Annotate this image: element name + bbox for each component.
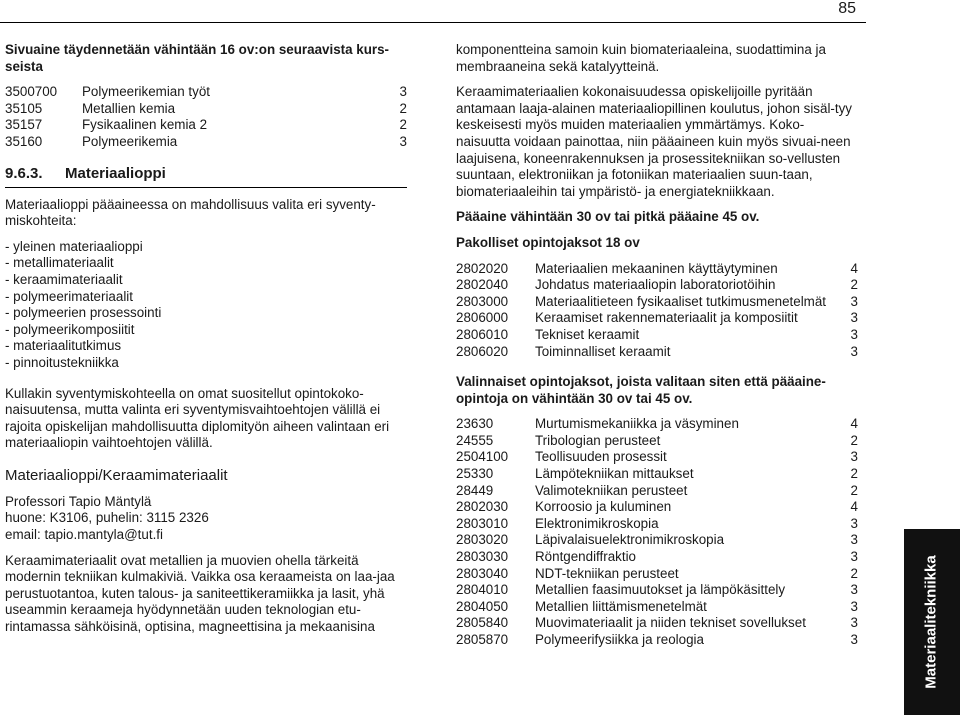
course-credits: 2: [850, 277, 858, 293]
course-code: 2802040: [456, 277, 509, 293]
course-name: Materiaalien mekaaninen käyttäytyminen: [535, 260, 778, 276]
course-name: Polymeerifysiikka ja reologia: [535, 632, 704, 647]
course-code: 2806010: [456, 326, 509, 342]
course-row: [456, 327, 858, 344]
course-credits: 2: [850, 466, 858, 482]
course-code: 2804010: [456, 582, 509, 598]
course-row: [456, 632, 858, 649]
focus-list: [5, 239, 407, 372]
course-credits: 4: [850, 260, 858, 276]
course-code: 2805840: [456, 615, 509, 631]
course-credits: 2: [399, 100, 407, 116]
course-credits: 3: [399, 84, 407, 100]
course-credits: 2: [850, 482, 858, 498]
ceramics-program-paragraph: Keraamimateriaalien kokonaisuudessa opiskelijoille pyritään antamaan laaja-alainen materiaaliopillinen koulutus, johon sisäl-tyy keskeisesti myös muiden materiaalien ymmärtämys. Koko-naisuutta voidaan painottaa, niin pääaineen kuin myös sivuai-neen laajuisena, koneenrakennuksen ja prosessitekniikan so-vellusten suuntaan, elektroniikan ja fotoniikan materiaalien suun-taan, biomateriaaleihin tai ympäristö- ja energiatekniikkaan.: [456, 84, 852, 199]
course-name: Lämpötekniikan mittaukset: [535, 466, 694, 482]
course-credits: 3: [850, 515, 858, 531]
course-code: 2504100: [456, 449, 509, 465]
course-code: 2803040: [456, 565, 509, 581]
list-item: - polymeerikomposiitit: [5, 321, 135, 337]
course-row: [456, 449, 858, 466]
right-column: [456, 42, 858, 649]
course-name: Tribologian perusteet: [535, 432, 661, 448]
course-credits: 3: [850, 326, 858, 342]
course-credits: 3: [850, 582, 858, 598]
course-name: Materiaalitieteen fysikaaliset tutkimusmenetelmät: [535, 293, 826, 309]
ceramics-paragraph: Keraamimateriaalit ovat metallien ja muovien ohella tärkeitä modernin tekniikan kulmakiviä. Vaikka osa keraameista on laa-jaa perustuotantoa, kuten talous- ja saniteettikeramiikka ja lasit, yhä useammin keraameja hyödynnetään uuden teknologian etu-rintamassa sähköisinä, optisina, magneettisina ja mekaanisina: [5, 552, 395, 635]
course-row: [5, 117, 407, 134]
course-row: [456, 261, 858, 278]
course-code: 2806000: [456, 310, 509, 326]
list-item: - yleinen materiaalioppi: [5, 238, 143, 254]
list-item: huone: K3106, puhelin: 3115 2326: [5, 510, 209, 526]
side-tab-label: Materiaalitekniikka: [922, 555, 940, 689]
mandatory-course-list: [456, 261, 858, 361]
intro-course-list: [5, 84, 407, 150]
course-name: Läpivalaisuelektronimikroskopia: [535, 532, 725, 548]
course-credits: 2: [850, 432, 858, 448]
course-name: Teollisuuden prosessit: [535, 449, 667, 465]
list-item: Professori Tapio Mäntylä: [5, 493, 152, 509]
course-name: Metallien liittämismenetelmät: [535, 598, 707, 614]
course-row: [456, 615, 858, 632]
list-item: - metallimateriaalit: [5, 255, 114, 271]
course-code: 2806020: [456, 343, 509, 359]
course-code: 25330: [456, 466, 494, 482]
course-row: [456, 599, 858, 616]
course-name: Fysikaalinen kemia 2: [82, 117, 208, 133]
course-code: 2803030: [456, 549, 509, 565]
minimum-note: Pääaine vähintään 30 ov tai pitkä pääaine 45 ov.: [456, 209, 760, 225]
course-credits: 3: [850, 615, 858, 631]
contact-block: [5, 494, 407, 544]
course-code: 24555: [456, 432, 494, 448]
course-credits: 3: [850, 310, 858, 326]
section-number: 9.6.3.: [5, 164, 43, 182]
list-item: - pinnoitustekniikka: [5, 354, 119, 370]
course-name: Valimotekniikan perusteet: [535, 482, 688, 498]
subheading: Materiaalioppi/Keraamimateriaalit: [5, 466, 228, 484]
course-code: 2803020: [456, 532, 509, 548]
course-row: [456, 582, 858, 599]
course-row: [456, 566, 858, 583]
focus-paragraph: Kullakin syventymiskohteella on omat suositellut opintokoko-naisuutensa, mutta valinta eri syventymisvaihtoehtojen välillä ei rajoita opiskelijan mahdollisuutta diplomityön aiheen valintaan eri materiaaliopin vaihtoehtojen välillä.: [5, 385, 390, 451]
course-row: [456, 344, 858, 361]
course-credits: 4: [850, 416, 858, 432]
course-code: 2804050: [456, 598, 509, 614]
course-credits: 3: [850, 343, 858, 359]
course-code: 28449: [456, 482, 494, 498]
course-name: NDT-tekniikan perusteet: [535, 565, 679, 581]
course-row: [456, 294, 858, 311]
continued-paragraph: komponentteina samoin kuin biomateriaaleina, suodattimina ja membraaneina sekä katalyytteinä.: [456, 42, 826, 74]
course-code: 23630: [456, 416, 494, 432]
course-row: [456, 499, 858, 516]
course-name: Korroosio ja kuluminen: [535, 499, 672, 515]
optional-course-list: [456, 416, 858, 648]
course-credits: 4: [850, 499, 858, 515]
course-row: [456, 516, 858, 533]
course-credits: 3: [850, 632, 858, 647]
course-row: [456, 483, 858, 500]
course-code: 2803000: [456, 293, 509, 309]
course-credits: 3: [850, 549, 858, 565]
list-item: - polymeerimateriaalit: [5, 288, 133, 304]
course-row: [5, 101, 407, 118]
course-name: Toiminnalliset keraamit: [535, 343, 671, 359]
course-name: Murtumismekaniikka ja väsyminen: [535, 416, 739, 432]
course-row: [5, 134, 407, 151]
optional-heading: Valinnaiset opintojaksot, joista valitaan siten että pääaine-opintoja on vähintään 30 ov tai 45 ov.: [456, 374, 826, 406]
list-item: - materiaalitutkimus: [5, 338, 122, 354]
course-name: Metallien kemia: [82, 100, 176, 116]
course-code: 35160: [5, 133, 43, 149]
list-item: email: tapio.mantyla@tut.fi: [5, 527, 163, 543]
course-name: Keraamiset rakennemateriaalit ja komposiitit: [535, 310, 798, 326]
course-row: [456, 310, 858, 327]
section-heading: [5, 165, 407, 188]
course-code: 2802020: [456, 260, 509, 276]
course-row: [5, 84, 407, 101]
course-code: 35105: [5, 100, 43, 116]
course-credits: 3: [850, 449, 858, 465]
section-title: Materiaalioppi: [65, 164, 166, 182]
course-code: 35157: [5, 117, 43, 133]
course-credits: 3: [399, 133, 407, 149]
left-column: [5, 42, 407, 636]
course-row: [456, 433, 858, 450]
course-row: [456, 277, 858, 294]
section-intro: Materiaalioppi pääaineessa on mahdollisuus valita eri syventy-miskohteita:: [5, 196, 376, 229]
course-credits: 2: [850, 565, 858, 581]
list-item: - polymeerien prosessointi: [5, 305, 162, 321]
course-row: [456, 549, 858, 566]
list-item: - keraamimateriaalit: [5, 271, 123, 287]
course-row: [456, 532, 858, 549]
course-credits: 3: [850, 293, 858, 309]
course-credits: 3: [850, 532, 858, 548]
course-code: 2805870: [456, 632, 509, 647]
course-name: Muovimateriaalit ja niiden tekniset sovellukset: [535, 615, 806, 631]
course-name: Polymeerikemia: [82, 133, 178, 149]
mandatory-heading: Pakolliset opintojaksot 18 ov: [456, 234, 640, 250]
intro-heading: Sivuaine täydennetään vähintään 16 ov:on seuraavista kurs-seista: [5, 42, 390, 74]
course-code: 2802030: [456, 499, 509, 515]
course-name: Polymeerikemian työt: [82, 84, 211, 100]
course-name: Johdatus materiaaliopin laboratoriotöihin: [535, 277, 776, 293]
course-name: Röntgendiffraktio: [535, 549, 636, 565]
course-code: 2803010: [456, 515, 509, 531]
side-tab: [904, 529, 960, 715]
course-row: [456, 416, 858, 433]
course-name: Tekniset keraamit: [535, 326, 640, 342]
course-name: Elektronimikroskopia: [535, 515, 659, 531]
page-number: 85: [838, 0, 856, 17]
course-credits: 3: [850, 598, 858, 614]
course-code: 3500700: [5, 84, 58, 100]
course-name: Metallien faasimuutokset ja lämpökäsittely: [535, 582, 786, 598]
top-rule: [0, 22, 866, 23]
course-row: [456, 466, 858, 483]
course-credits: 2: [399, 117, 407, 133]
